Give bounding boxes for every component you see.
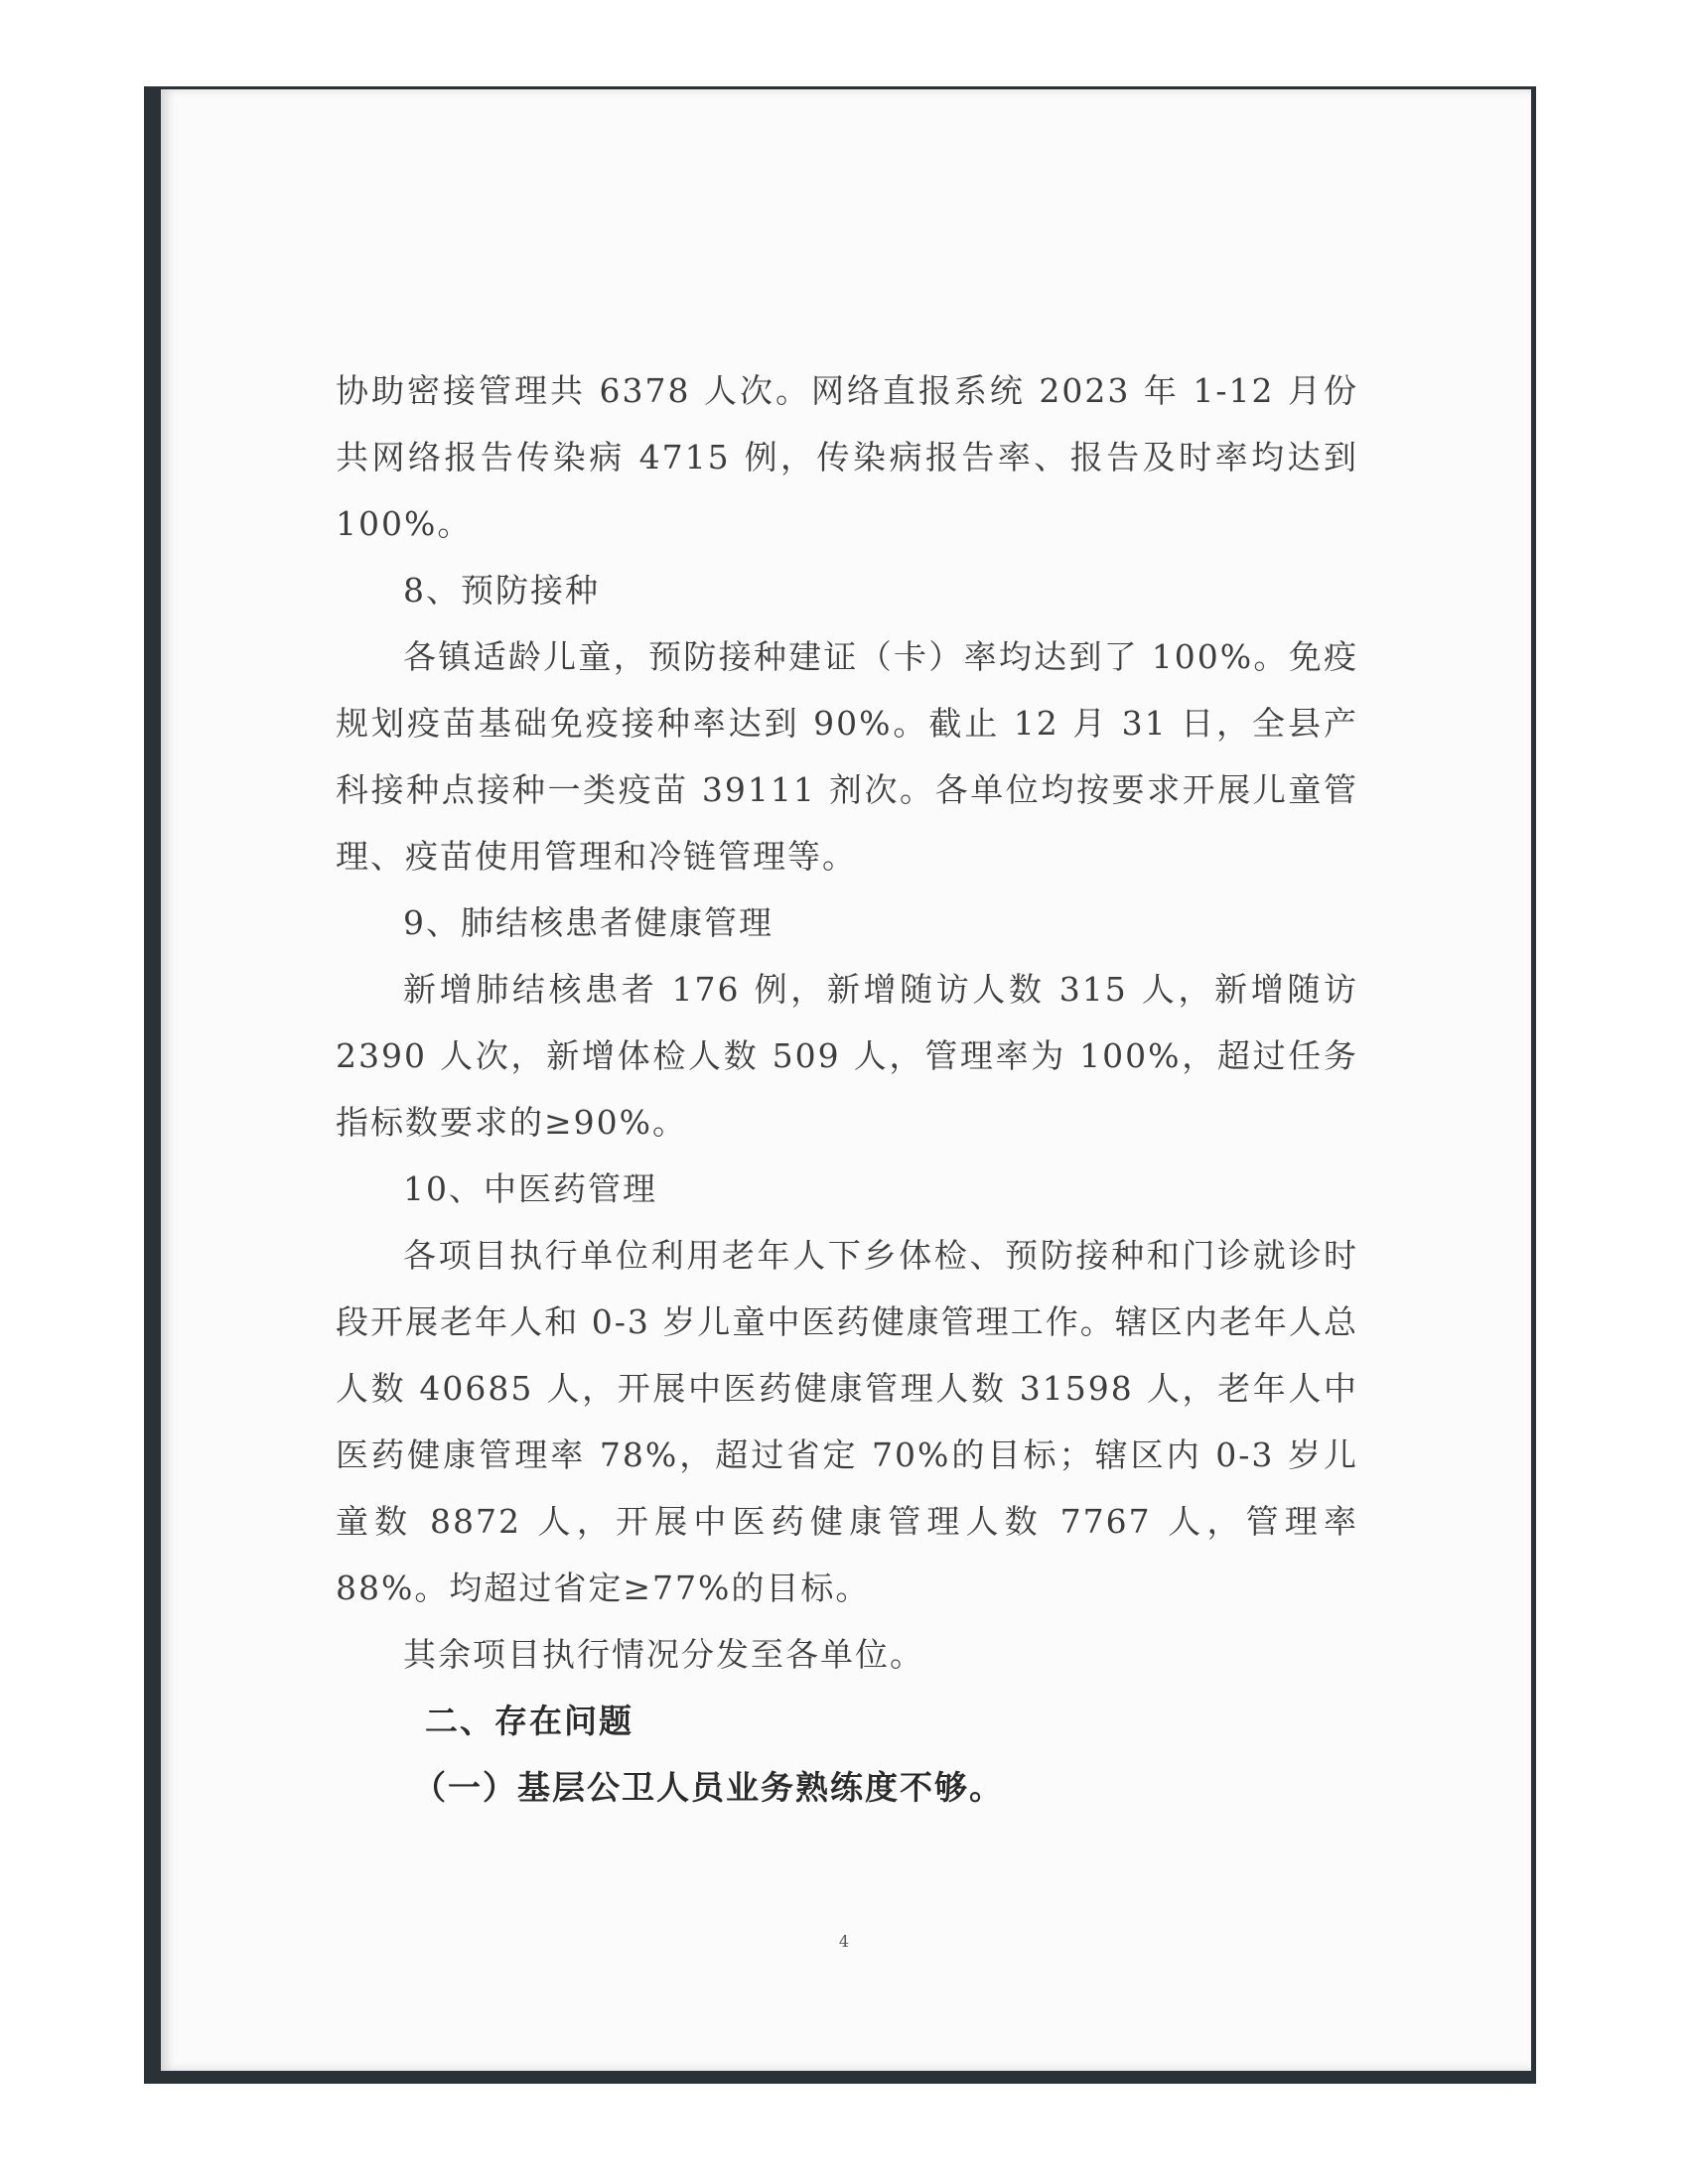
paragraph-remaining-items: 其余项目执行情况分发至各单位。 <box>403 1635 924 1674</box>
section-heading-tcm: 10、中医药管理 <box>403 1169 657 1208</box>
document-body <box>336 357 1358 1821</box>
paragraph-tcm: 各项目执行单位利用老年人下乡体检、预防接种和门诊就诊时段开展老年人和 0-3 岁儿童中医药健康管理工作。辖区内老年人总人数 40685 人，开展中医药健康管理人数 31598 人，老年人中医药健康管理率 78%，超过省定 70%的目标；辖区内 0-3 岁儿童数 8872 人，开展中医药健康管理人数 7767 人，管理率 88%。均超过省定≥77%的目标。 <box>336 1236 1358 1607</box>
subheading-problem-1: （一）基层公卫人员业务熟练度不够。 <box>413 1768 1004 1807</box>
section-heading-tuberculosis: 9、肺结核患者健康管理 <box>403 903 774 942</box>
section-heading-vaccination: 8、预防接种 <box>403 571 600 610</box>
paragraph-vaccination: 各镇适龄儿童，预防接种建证（卡）率均达到了 100%。免疫规划疫苗基础免疫接种率达到 90%。截止 12 月 31 日，全县产科接种点接种一类疫苗 39111 剂次。各单位均按要求开展儿童管理、疫苗使用管理和冷链管理等。 <box>336 637 1358 876</box>
chapter-heading-problems: 二、存在问题 <box>425 1702 633 1740</box>
page-number: 4 <box>838 1932 850 1951</box>
paragraph-tuberculosis: 新增肺结核患者 176 例，新增随访人数 315 人，新增随访 2390 人次，新增体检人数 509 人，管理率为 100%，超过任务指标数要求的≥90%。 <box>336 970 1358 1142</box>
paragraph-reporting-summary: 协助密接管理共 6378 人次。网络直报系统 2023 年 1-12 月份共网络报告传染病 4715 例，传染病报告率、报告及时率均达到 100%。 <box>336 371 1358 543</box>
